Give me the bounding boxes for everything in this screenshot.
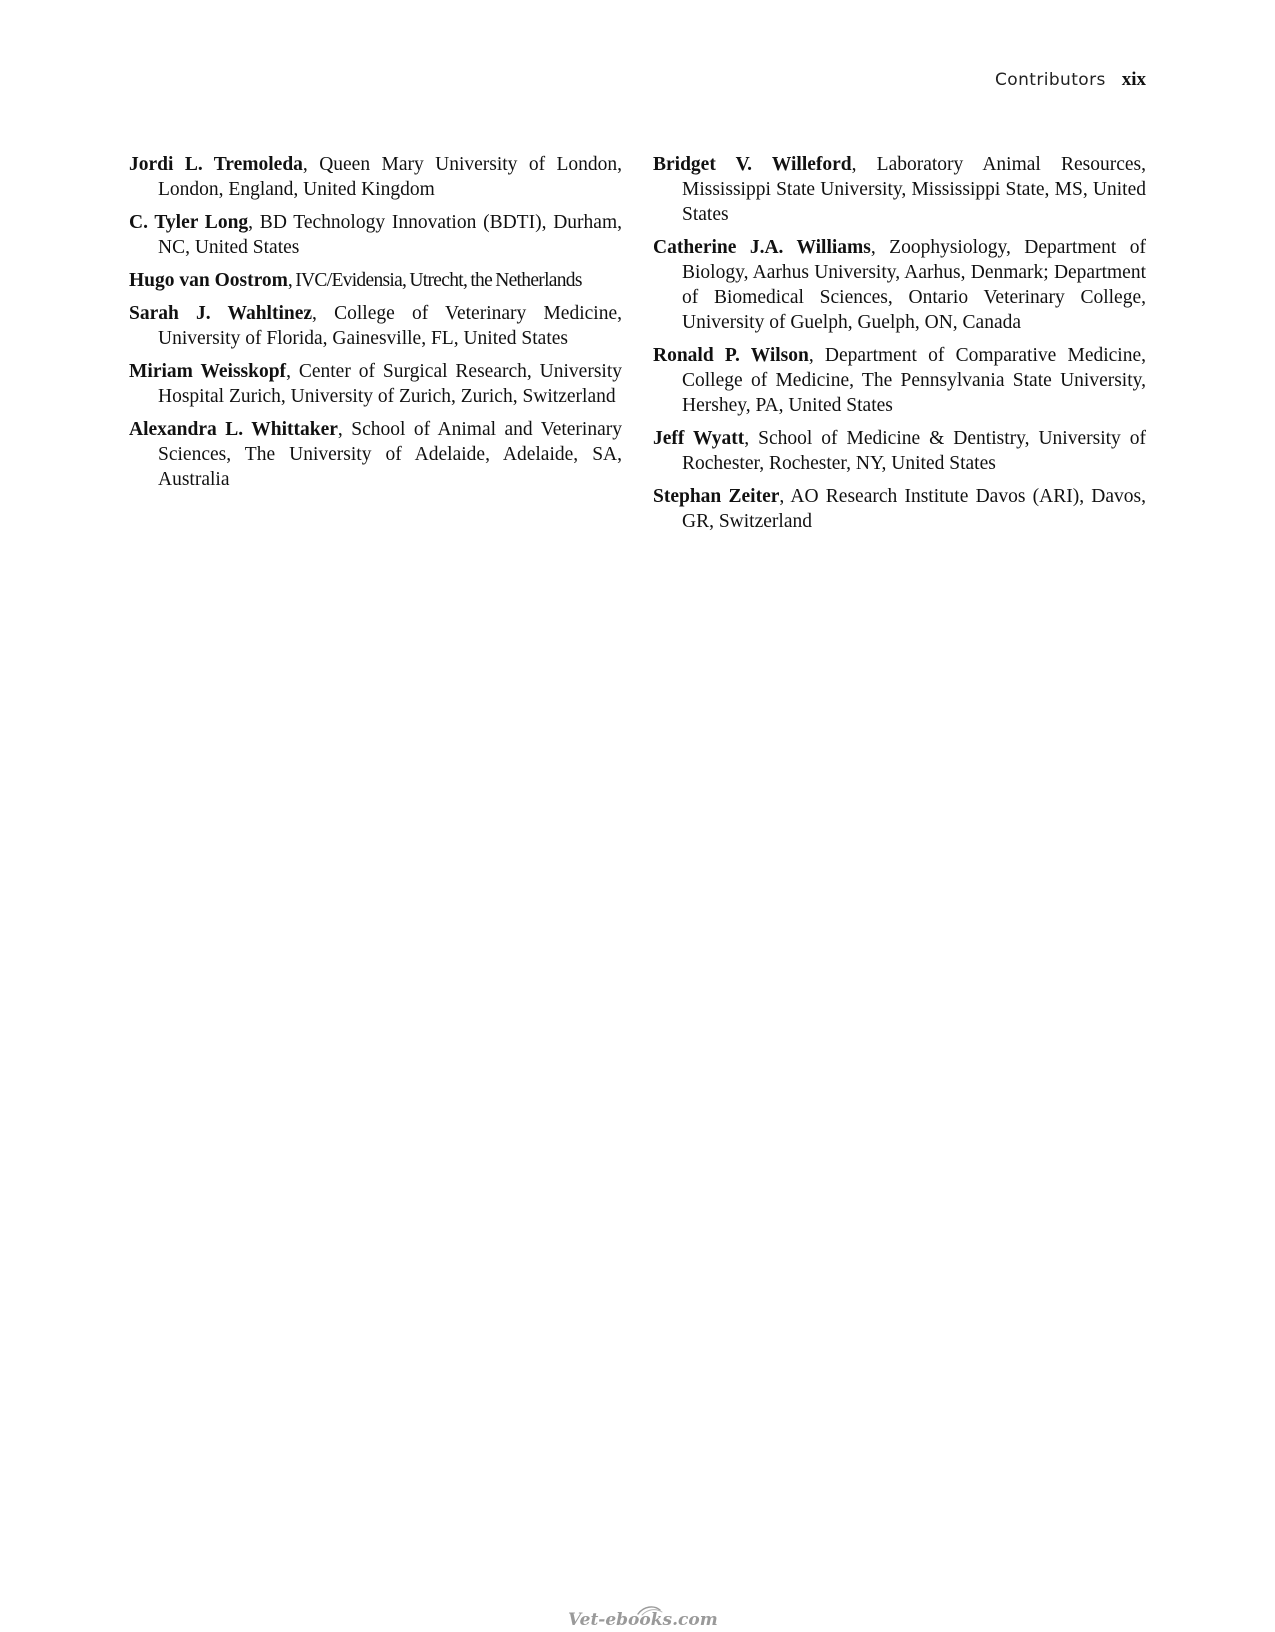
- contributor-entry: [653, 235, 1146, 335]
- contributor-entry: [653, 152, 1146, 227]
- watermark-logo: [568, 1604, 718, 1630]
- contributor-affiliation: , Center of Surgical Research, University Hospital Zurich, University of Zurich, Zurich, Switzerland: [158, 361, 622, 407]
- contributor-affiliation: , Queen Mary University of London, London, England, United Kingdom: [158, 154, 623, 200]
- contributor-entry: [653, 343, 1146, 418]
- contributor-name: Hugo van Oostrom: [129, 270, 288, 291]
- contributor-affiliation: , Department of Comparative Medicine, College of Medicine, The Pennsylvania State University, Hershey, PA, United States: [682, 345, 1146, 416]
- contributor-affiliation: , College of Veterinary Medicine, University of Florida, Gainesville, FL, United States: [158, 303, 622, 349]
- contributor-name: Sarah J. Wahltinez: [129, 303, 313, 324]
- contributor-entry: [653, 426, 1146, 476]
- contributor-entry: [129, 301, 622, 351]
- contributor-name: Bridget V. Willeford: [653, 154, 852, 175]
- contributor-entry: [129, 210, 622, 260]
- contributor-name: Ronald P. Wilson: [653, 345, 809, 366]
- contributor-affiliation: , School of Medicine & Dentistry, University of Rochester, Rochester, NY, United States: [682, 428, 1147, 474]
- contributor-name: Catherine J.A. Williams: [653, 237, 871, 258]
- contributor-entry: [129, 417, 622, 492]
- contributor-name: Alexandra L. Whittaker: [129, 419, 338, 440]
- contributor-affiliation: , BD Technology Innovation (BDTI), Durham, NC, United States: [158, 212, 622, 258]
- running-head-section: Contributors: [995, 70, 1106, 90]
- contributor-name: Jordi L. Tremoleda: [129, 154, 303, 175]
- contributor-entry: [129, 152, 622, 202]
- contributors-list: [129, 152, 1146, 542]
- contributor-name: Miriam Weisskopf: [129, 361, 287, 382]
- contributor-name: Jeff Wyatt: [653, 428, 745, 449]
- contributor-name: Stephan Zeiter: [653, 486, 780, 507]
- contributor-entry: [653, 484, 1146, 534]
- page-number: xix: [1121, 69, 1146, 90]
- watermark-text: Vet-ebooks.com: [568, 1610, 718, 1630]
- contributor-affiliation: , School of Animal and Veterinary Sciences, The University of Adelaide, Adelaide, SA, Australia: [158, 419, 622, 490]
- running-head: [995, 68, 1146, 92]
- contributor-affiliation: , Laboratory Animal Resources, Mississippi State University, Mississippi State, MS, United States: [682, 154, 1146, 225]
- contributor-affiliation: , IVC/Evidensia, Utrecht, the Netherlands: [287, 270, 582, 291]
- contributor-entry: [129, 268, 622, 293]
- contributor-affiliation: , AO Research Institute Davos (ARI), Davos, GR, Switzerland: [682, 486, 1146, 532]
- contributor-entry: [129, 359, 622, 409]
- contributor-affiliation: , Zoophysiology, Department of Biology, Aarhus University, Aarhus, Denmark; Department of Biomedical Sciences, Ontario Veterinary College, University of Guelph, Guelph, ON, Canada: [682, 237, 1146, 333]
- left-column: [129, 152, 622, 542]
- right-column: [653, 152, 1146, 542]
- contributor-name: C. Tyler Long: [129, 212, 249, 233]
